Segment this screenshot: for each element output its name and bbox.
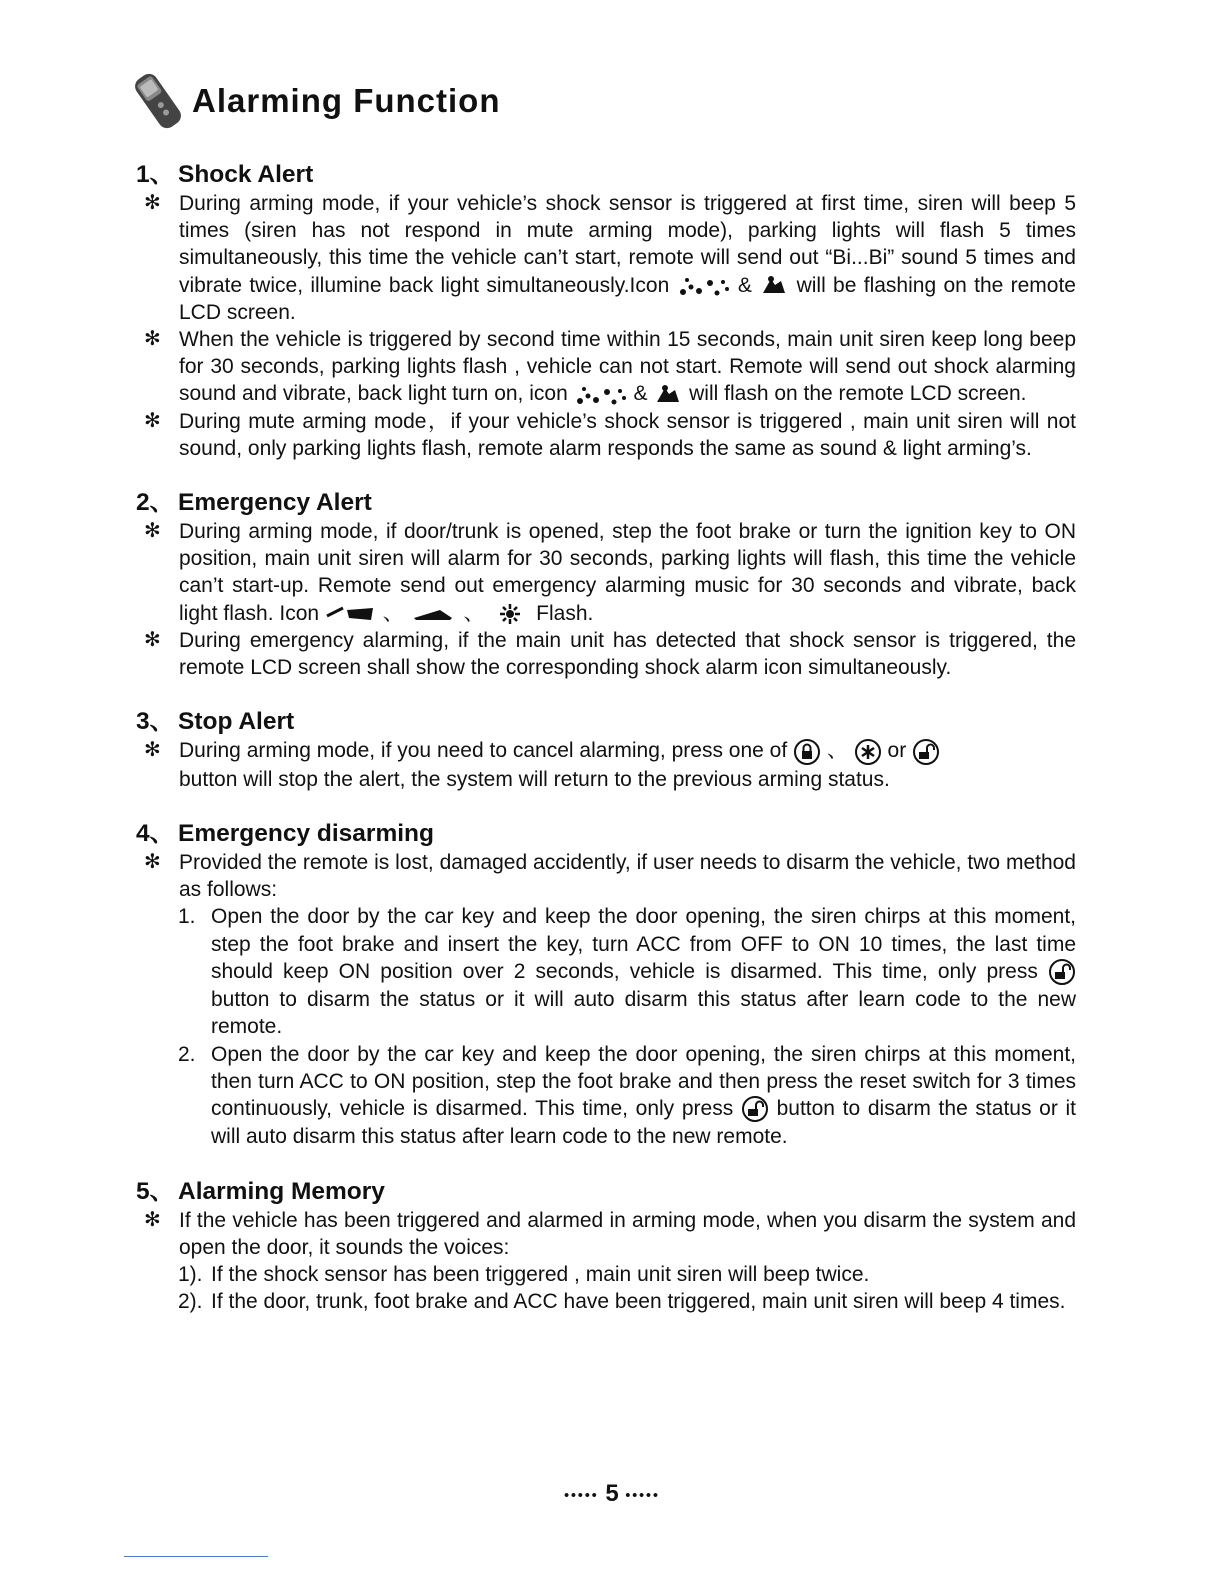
bullet-text: During arming mode, if you need to cancel alarming, press one of bbox=[179, 739, 788, 763]
step-number: 2). bbox=[178, 1290, 203, 1314]
shock-alarm-icon bbox=[574, 384, 628, 406]
alarm-person-icon bbox=[653, 384, 683, 406]
bullet-text: button will stop the alert, the system will return to the previous arming status. bbox=[179, 767, 890, 791]
separator-text: 、 bbox=[463, 601, 485, 625]
ampersand-text: & bbox=[737, 273, 752, 297]
unlock-button-icon bbox=[741, 1095, 769, 1123]
step-number: 2. bbox=[178, 1042, 196, 1066]
footer-dots-left: ••••• bbox=[564, 1486, 599, 1503]
bullet-item bbox=[136, 737, 1076, 793]
asterisk-bullet-icon: ✻ bbox=[144, 628, 161, 651]
asterisk-bullet-icon: ✻ bbox=[144, 1208, 161, 1231]
section-title: Emergency Alert bbox=[178, 489, 372, 517]
section-stop-alert bbox=[136, 707, 1076, 793]
step-text: Open the door by the car key and keep the door opening, the siren chirps at this moment, step the foot brake and insert the key, turn ACC from OFF to ON 10 times, the last time should keep ON position over 2 seconds, vehicle is disarmed. This time, only press bbox=[211, 905, 1076, 983]
section-heading bbox=[136, 488, 1076, 518]
separator-text: 、 bbox=[382, 601, 404, 625]
document-body bbox=[136, 160, 1076, 1341]
section-heading bbox=[136, 819, 1076, 849]
section-title: Emergency disarming bbox=[178, 819, 434, 847]
section-shock-alert bbox=[136, 160, 1076, 462]
section-title: Shock Alert bbox=[178, 161, 314, 188]
section-heading bbox=[136, 1177, 1076, 1207]
numbered-step bbox=[136, 1288, 1076, 1315]
bullet-text: Flash. bbox=[536, 601, 594, 625]
section-heading bbox=[136, 707, 1076, 737]
bullet-item bbox=[136, 518, 1076, 627]
asterisk-bullet-icon: ✻ bbox=[144, 328, 161, 351]
numbered-step bbox=[136, 1261, 1076, 1288]
asterisk-bullet-icon: ✻ bbox=[144, 409, 161, 432]
star-button-icon bbox=[854, 738, 882, 766]
section-number: 4、 bbox=[136, 819, 175, 847]
section-heading bbox=[136, 160, 1076, 190]
section-number: 3、 bbox=[136, 708, 175, 736]
bullet-text: During mute arming mode，if your vehicle’s shock sensor is triggered , main unit siren will not sound, only parking lights flash, remote alarm responds the same as sound & light arming’s. bbox=[179, 409, 1076, 460]
bullet-text: When the vehicle is triggered by second time within 15 seconds, main unit siren keep long beep for 30 seconds, parking lights flash , vehicle can not start. Remote will send out shock alarming sound and vibrate, back light turn on, icon bbox=[179, 328, 1076, 406]
trunk-open-icon bbox=[410, 604, 458, 624]
section-number: 2、 bbox=[136, 489, 175, 517]
bullet-text: If the vehicle has been triggered and alarmed in arming mode, when you disarm the system and open the door, it sounds the voices: bbox=[179, 1208, 1076, 1259]
shock-alarm-icon bbox=[677, 275, 731, 297]
alarm-person-icon bbox=[759, 275, 789, 297]
section-title: Stop Alert bbox=[178, 708, 295, 736]
page-title: Alarming Function bbox=[192, 82, 501, 119]
section-emergency-alert bbox=[136, 488, 1076, 681]
or-text: or bbox=[887, 739, 907, 763]
bullet-item bbox=[136, 190, 1076, 326]
separator-text: 、 bbox=[826, 739, 848, 763]
remote-control-icon bbox=[130, 68, 186, 134]
door-open-icon bbox=[325, 604, 377, 624]
step-text: Open the door by the car key and keep the door opening, the siren chirps at this moment, then turn ACC to ON position, step the foot brake and then press the reset switch for 3 times continuously, vehicle is disarmed. This time, only press bbox=[211, 1042, 1076, 1120]
bullet-text: will flash on the remote LCD screen. bbox=[689, 382, 1027, 406]
step-text: button to disarm the status or it will auto disarm this status after learn code to the new remote. bbox=[211, 1096, 1076, 1149]
section-emergency-disarming bbox=[136, 819, 1076, 1151]
asterisk-bullet-icon: ✻ bbox=[144, 850, 161, 873]
page-number: 5 bbox=[605, 1480, 619, 1507]
bullet-text: During arming mode, if door/trunk is opened, step the foot brake or turn the ignition key to ON position, main unit siren will alarm for 30 seconds, parking lights will flash, this time the vehicle can’t start-up. Remote send out emergency alarming music for 30 seconds and vibrate, back light flash. Icon bbox=[179, 520, 1076, 625]
bullet-item bbox=[136, 408, 1076, 462]
bullet-text: During arming mode, if your vehicle’s shock sensor is triggered at first time, siren will beep 5 times (siren has not respond in mute arming mode), parking lights will flash 5 times simultaneously, this time the vehicle can’t start, remote will send out “Bi...Bi” sound 5 times and vibrate twice, illumine back light simultaneously.Icon bbox=[179, 192, 1076, 297]
bullet-item bbox=[136, 326, 1076, 408]
bullet-text: Provided the remote is lost, damaged accidently, if user needs to disarm the vehicle, two method as follows: bbox=[179, 850, 1076, 902]
bottom-divider bbox=[124, 1556, 268, 1557]
bullet-text: will be flashing on the remote LCD screen. bbox=[179, 273, 1076, 324]
asterisk-bullet-icon: ✻ bbox=[144, 192, 161, 214]
section-title: Alarming Memory bbox=[178, 1177, 385, 1205]
numbered-step bbox=[136, 903, 1076, 1040]
step-text: If the shock sensor has been triggered , main unit siren will beep twice. bbox=[211, 1263, 870, 1287]
section-number: 5、 bbox=[136, 1177, 175, 1205]
step-text: button to disarm the status or it will auto disarm this status after learn code to the new remote. bbox=[211, 988, 1076, 1039]
footer-dots-right: ••••• bbox=[625, 1486, 660, 1503]
bullet-item bbox=[136, 849, 1076, 903]
section-number: 1、 bbox=[136, 161, 175, 188]
ignition-icon bbox=[490, 602, 530, 626]
unlock-button-icon bbox=[912, 738, 940, 766]
bullet-item bbox=[136, 627, 1076, 681]
step-number: 1. bbox=[178, 905, 196, 929]
bullet-item bbox=[136, 1207, 1076, 1261]
bullet-text: During emergency alarming, if the main unit has detected that shock sensor is triggered, the remote LCD screen shall show the corresponding shock alarm icon simultaneously. bbox=[179, 628, 1076, 680]
asterisk-bullet-icon: ✻ bbox=[144, 520, 161, 543]
numbered-step bbox=[136, 1041, 1076, 1151]
ampersand-text: & bbox=[633, 382, 648, 406]
step-text: If the door, trunk, foot brake and ACC have been triggered, main unit siren will beep 4 times. bbox=[211, 1290, 1066, 1314]
section-alarming-memory bbox=[136, 1177, 1076, 1316]
unlock-button-icon bbox=[1048, 958, 1076, 986]
asterisk-bullet-icon: ✻ bbox=[144, 739, 161, 762]
page-header bbox=[130, 68, 501, 134]
lock-button-icon bbox=[793, 738, 821, 766]
page-footer bbox=[0, 1480, 1224, 1508]
step-number: 1). bbox=[178, 1263, 203, 1287]
